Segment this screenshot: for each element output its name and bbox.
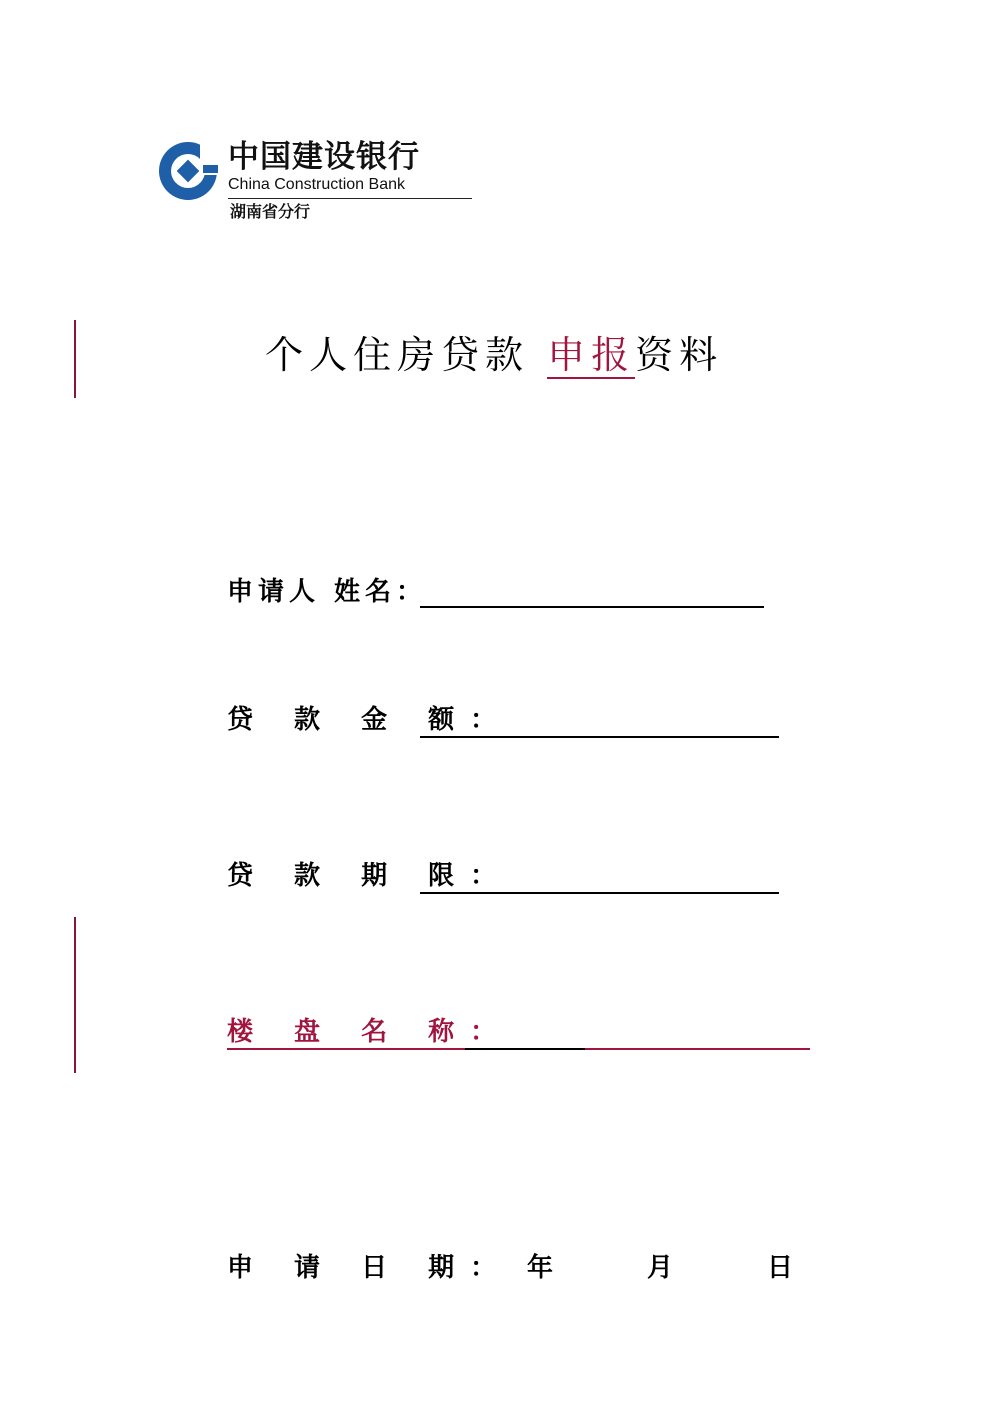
loan-amount-label: 贷 款 金 额： — [227, 705, 513, 735]
title-part-1: 个人住房贷款 — [265, 333, 548, 377]
bank-name-chinese: 中国建设银行 — [228, 139, 420, 175]
bank-logo — [158, 138, 478, 228]
project-name-field[interactable] — [465, 1048, 585, 1050]
project-name-underline-red — [227, 1048, 465, 1050]
project-name-label: 楼 盘 名 称： — [227, 1017, 513, 1047]
title-part-3: 资料 — [635, 333, 724, 377]
project-name-underline-red-end — [585, 1048, 810, 1050]
loan-term-field[interactable] — [420, 892, 779, 894]
loan-term-label: 贷 款 期 限： — [227, 861, 513, 891]
applicant-name-label: 申请人 姓名： — [227, 577, 428, 607]
branch-name: 湖南省分行 — [230, 202, 311, 221]
logo-divider — [228, 198, 472, 199]
document-title — [265, 330, 723, 380]
month-label: 月 — [647, 1253, 674, 1283]
bank-name-english: China Construction Bank — [228, 176, 405, 193]
margin-mark-top — [74, 320, 76, 398]
day-label: 日 — [767, 1253, 794, 1283]
title-part-2: 申报 — [547, 333, 636, 377]
ccb-logo-icon — [158, 141, 218, 201]
applicant-name-field[interactable] — [420, 606, 764, 608]
loan-amount-field[interactable] — [420, 736, 779, 738]
year-label: 年 — [527, 1253, 554, 1283]
apply-date-label: 申 请 日 期： — [227, 1253, 513, 1283]
margin-mark-bottom — [74, 917, 76, 1073]
